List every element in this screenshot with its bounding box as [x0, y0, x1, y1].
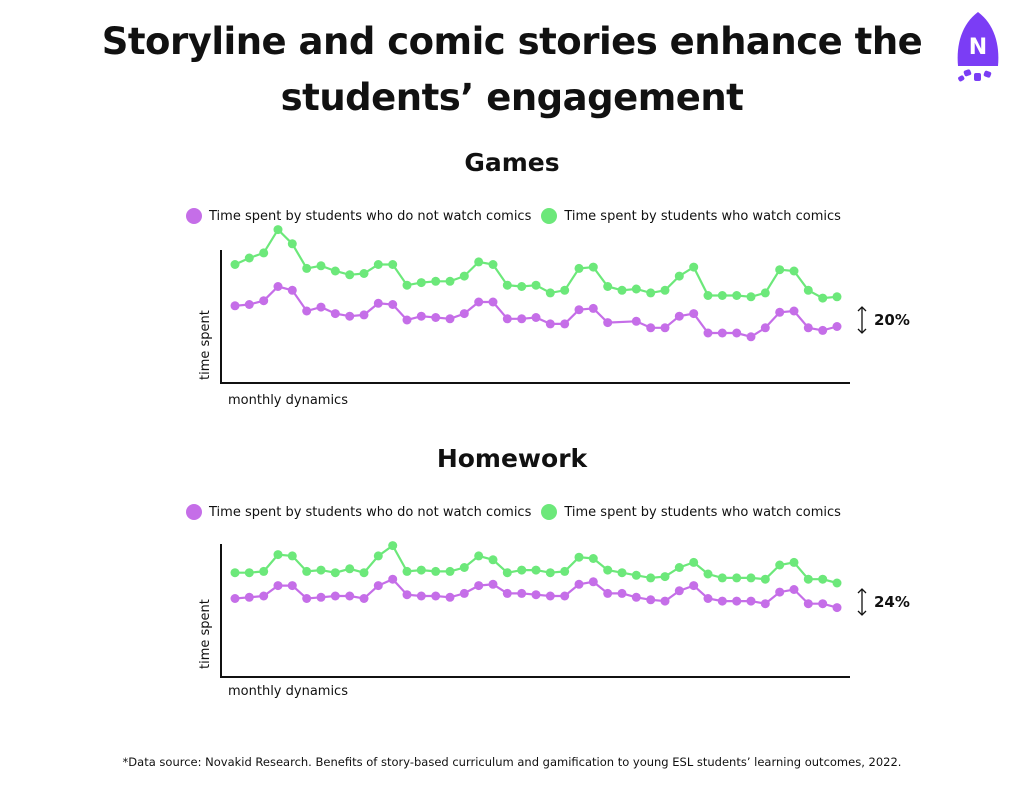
games-series-1-point	[374, 260, 383, 269]
games-series-0-point	[689, 309, 698, 318]
games-series-0-point	[460, 309, 469, 318]
games-series-0-point	[575, 305, 584, 314]
games-series-1-point	[360, 269, 369, 278]
games-series-1-point	[460, 272, 469, 281]
homework-series-1-point	[474, 551, 483, 560]
games-series-0-point	[374, 299, 383, 308]
games-series-0-point	[704, 329, 713, 338]
homework-series-1-point	[775, 561, 784, 570]
games-series-0-point	[804, 323, 813, 332]
games-series-1-point	[331, 267, 340, 276]
games-series-0-point	[818, 326, 827, 335]
homework-series-1-point	[388, 541, 397, 550]
games-series-0-point	[403, 316, 412, 325]
homework-series-0-point	[833, 603, 842, 612]
novakid-rocket-logo-icon	[950, 10, 1006, 86]
games-series-1-point	[317, 261, 326, 270]
homework-series-1-point	[446, 567, 455, 576]
homework-series-1-point	[689, 558, 698, 567]
games-series-0-point	[732, 329, 741, 338]
games-series-1-point	[589, 263, 598, 272]
games-series-0-point	[718, 329, 727, 338]
homework-series-0-point	[718, 597, 727, 606]
games-series-1-point	[603, 282, 612, 291]
games-series-0-point	[288, 286, 297, 295]
homework-series-0-point	[618, 589, 627, 598]
games-gap-label: 20%	[874, 311, 910, 329]
homework-series-0-point	[818, 599, 827, 608]
homework-series-0-point	[374, 581, 383, 590]
games-series-0-point	[517, 314, 526, 323]
games-series-1-point	[747, 292, 756, 301]
homework-series-0-point	[460, 589, 469, 598]
homework-series-0-point	[317, 593, 326, 602]
homework-series-0-point	[732, 597, 741, 606]
games-series-1-point	[245, 254, 254, 263]
homework-series-0-point	[804, 599, 813, 608]
games-series-0-point	[675, 312, 684, 321]
games-series-0-point	[259, 296, 268, 305]
games-series-1-point	[560, 286, 569, 295]
homework-series-1-point	[761, 575, 770, 584]
homework-series-0-point	[775, 588, 784, 597]
homework-series-0-point	[446, 593, 455, 602]
homework-y-axis-label: time spent	[198, 599, 213, 669]
games-series-0-point	[317, 303, 326, 312]
homework-series-0-point	[761, 599, 770, 608]
games-series-0-point	[603, 318, 612, 327]
games-series-1-point	[446, 277, 455, 286]
homework-series-1-point	[589, 554, 598, 563]
homework-series-1-point	[790, 558, 799, 567]
homework-series-1-point	[517, 566, 526, 575]
homework-series-1-point	[288, 551, 297, 560]
games-series-0-point	[231, 301, 240, 310]
games-series-1-point	[417, 278, 426, 287]
homework-series-0-point	[302, 594, 311, 603]
homework-series-1-point	[460, 563, 469, 572]
games-series-0-point	[790, 307, 799, 316]
homework-series-1-point	[274, 550, 283, 559]
homework-series-1-point	[374, 551, 383, 560]
games-series-0-point	[302, 307, 311, 316]
homework-series-0-point	[431, 592, 440, 601]
homework-series-0-point	[517, 589, 526, 598]
homework-series-1-point	[732, 573, 741, 582]
homework-series-1-point	[804, 575, 813, 584]
games-series-0-point	[431, 313, 440, 322]
games-series-0-line	[235, 287, 837, 337]
logo-letter: N	[968, 35, 988, 60]
legend-label: Time spent by students who do not watch comics	[209, 504, 532, 520]
legend-label: Time spent by students who watch comics	[564, 208, 841, 224]
games-series-0-point	[245, 300, 254, 309]
homework-series-0-point	[403, 590, 412, 599]
homework-series-0-point	[345, 592, 354, 601]
homework-series-0-point	[546, 592, 555, 601]
games-series-0-point	[775, 308, 784, 317]
games-series-1-point	[302, 264, 311, 273]
games-x-axis-label: monthly dynamics	[228, 393, 348, 408]
homework-chart-title: Homework	[436, 444, 588, 473]
games-series-1-point	[546, 288, 555, 297]
homework-series-0-point	[388, 575, 397, 584]
games-series-0-point	[546, 319, 555, 328]
homework-series-0-point	[489, 580, 498, 589]
homework-series-0-point	[646, 595, 655, 604]
games-series-1-point	[259, 248, 268, 257]
games-chart-title: Games	[464, 148, 560, 177]
homework-series-1-point	[431, 567, 440, 576]
games-series-1-point	[704, 291, 713, 300]
homework-axes	[221, 544, 850, 677]
games-series-1-point	[403, 281, 412, 290]
homework-series-0-point	[575, 580, 584, 589]
games-series-1-point	[775, 265, 784, 274]
homework-series-1-point	[403, 567, 412, 576]
games-series-0-point	[646, 323, 655, 332]
homework-series-0-point	[603, 589, 612, 598]
games-series-0-point	[747, 332, 756, 341]
games-series-1-point	[661, 286, 670, 295]
games-series-1-point	[532, 281, 541, 290]
games-series-0-point	[489, 298, 498, 307]
homework-series-1-point	[818, 575, 827, 584]
games-series-1-point	[818, 294, 827, 303]
games-series-0-point	[589, 304, 598, 313]
footnote: *Data source: Novakid Research. Benefits of story-based curriculum and gamification to young ESL students’ learning outcomes, 2022.	[122, 755, 902, 769]
games-series-1-point	[790, 267, 799, 276]
homework-series-1-point	[833, 579, 842, 588]
games-series-0-point	[632, 317, 641, 326]
games-series-1-point	[632, 285, 641, 294]
homework-series-0-point	[790, 585, 799, 594]
games-series-1-point	[833, 292, 842, 301]
homework-series-0-point	[560, 592, 569, 601]
games-series-1-point	[761, 288, 770, 297]
legend-label: Time spent by students who watch comics	[564, 504, 841, 520]
double-arrow-icon	[856, 305, 868, 335]
homework-series-0-point	[704, 594, 713, 603]
games-series-1-point	[231, 260, 240, 269]
games-series-1-point	[431, 277, 440, 286]
games-series-0-point	[274, 282, 283, 291]
games-series-1-point	[274, 225, 283, 234]
homework-series-1-point	[417, 566, 426, 575]
homework-series-1-point	[603, 566, 612, 575]
legend-label: Time spent by students who do not watch comics	[209, 208, 532, 224]
double-arrow-icon	[856, 587, 868, 617]
games-series-0-point	[417, 312, 426, 321]
games-series-0-point	[503, 314, 512, 323]
games-series-0-point	[661, 323, 670, 332]
games-series-0-point	[761, 323, 770, 332]
games-series-1-point	[388, 260, 397, 269]
games-series-1-point	[718, 291, 727, 300]
games-series-0-point	[345, 312, 354, 321]
homework-series-0-point	[259, 592, 268, 601]
homework-series-1-point	[317, 566, 326, 575]
homework-series-1-point	[345, 564, 354, 573]
homework-series-0-point	[360, 594, 369, 603]
homework-series-0-point	[661, 597, 670, 606]
homework-series-0-point	[474, 581, 483, 590]
games-series-0-point	[560, 319, 569, 328]
homework-gap-indicator	[856, 587, 910, 617]
games-series-0-point	[474, 298, 483, 307]
homework-series-1-point	[245, 568, 254, 577]
homework-series-1-point	[618, 568, 627, 577]
games-series-1-point	[503, 281, 512, 290]
homework-series-0-point	[274, 581, 283, 590]
games-series-1-point	[288, 239, 297, 248]
homework-series-0-point	[231, 594, 240, 603]
homework-series-0-point	[632, 593, 641, 602]
games-series-0-point	[331, 309, 340, 318]
homework-series-0-point	[417, 592, 426, 601]
homework-series-1-point	[231, 568, 240, 577]
homework-series-0-point	[331, 592, 340, 601]
homework-series-1-point	[489, 555, 498, 564]
homework-series-0-point	[245, 593, 254, 602]
games-series-0-point	[388, 300, 397, 309]
homework-series-0-point	[288, 581, 297, 590]
homework-series-1-point	[718, 573, 727, 582]
homework-series-1-point	[747, 573, 756, 582]
games-series-1-point	[575, 264, 584, 273]
homework-series-1-point	[560, 567, 569, 576]
homework-series-1-point	[675, 563, 684, 572]
page-title: Storyline and comic stories enhance the students’ engagement	[101, 20, 923, 119]
games-series-0-point	[360, 310, 369, 319]
homework-chart-plot	[190, 512, 930, 692]
homework-series-1-point	[575, 553, 584, 562]
games-y-axis-label: time spent	[198, 310, 213, 380]
games-series-1-point	[345, 270, 354, 279]
homework-series-0-point	[689, 581, 698, 590]
homework-series-1-point	[632, 571, 641, 580]
games-gap-indicator	[856, 305, 910, 335]
games-series-1-point	[517, 282, 526, 291]
homework-series-1-point	[503, 568, 512, 577]
homework-series-1-point	[546, 568, 555, 577]
homework-series-0-point	[503, 589, 512, 598]
homework-series-0-point	[532, 590, 541, 599]
games-series-0-point	[833, 322, 842, 331]
homework-series-1-point	[360, 568, 369, 577]
games-series-1-point	[804, 286, 813, 295]
homework-series-1-point	[302, 567, 311, 576]
homework-series-0-point	[747, 597, 756, 606]
homework-gap-label: 24%	[874, 593, 910, 611]
games-series-1-point	[675, 272, 684, 281]
homework-series-0-point	[589, 577, 598, 586]
homework-series-1-point	[532, 566, 541, 575]
games-series-0-point	[446, 314, 455, 323]
homework-series-0-point	[675, 586, 684, 595]
games-series-1-point	[618, 286, 627, 295]
homework-x-axis-label: monthly dynamics	[228, 684, 348, 699]
games-series-1-point	[689, 263, 698, 272]
homework-series-1-point	[704, 570, 713, 579]
games-series-1-point	[732, 291, 741, 300]
games-series-1-point	[646, 288, 655, 297]
homework-series-1-point	[646, 573, 655, 582]
games-series-0-point	[532, 313, 541, 322]
homework-series-1-point	[661, 572, 670, 581]
games-chart-plot	[190, 218, 930, 398]
homework-series-1-point	[331, 568, 340, 577]
games-series-1-point	[474, 257, 483, 266]
games-series-1-point	[489, 260, 498, 269]
homework-series-1-point	[259, 567, 268, 576]
